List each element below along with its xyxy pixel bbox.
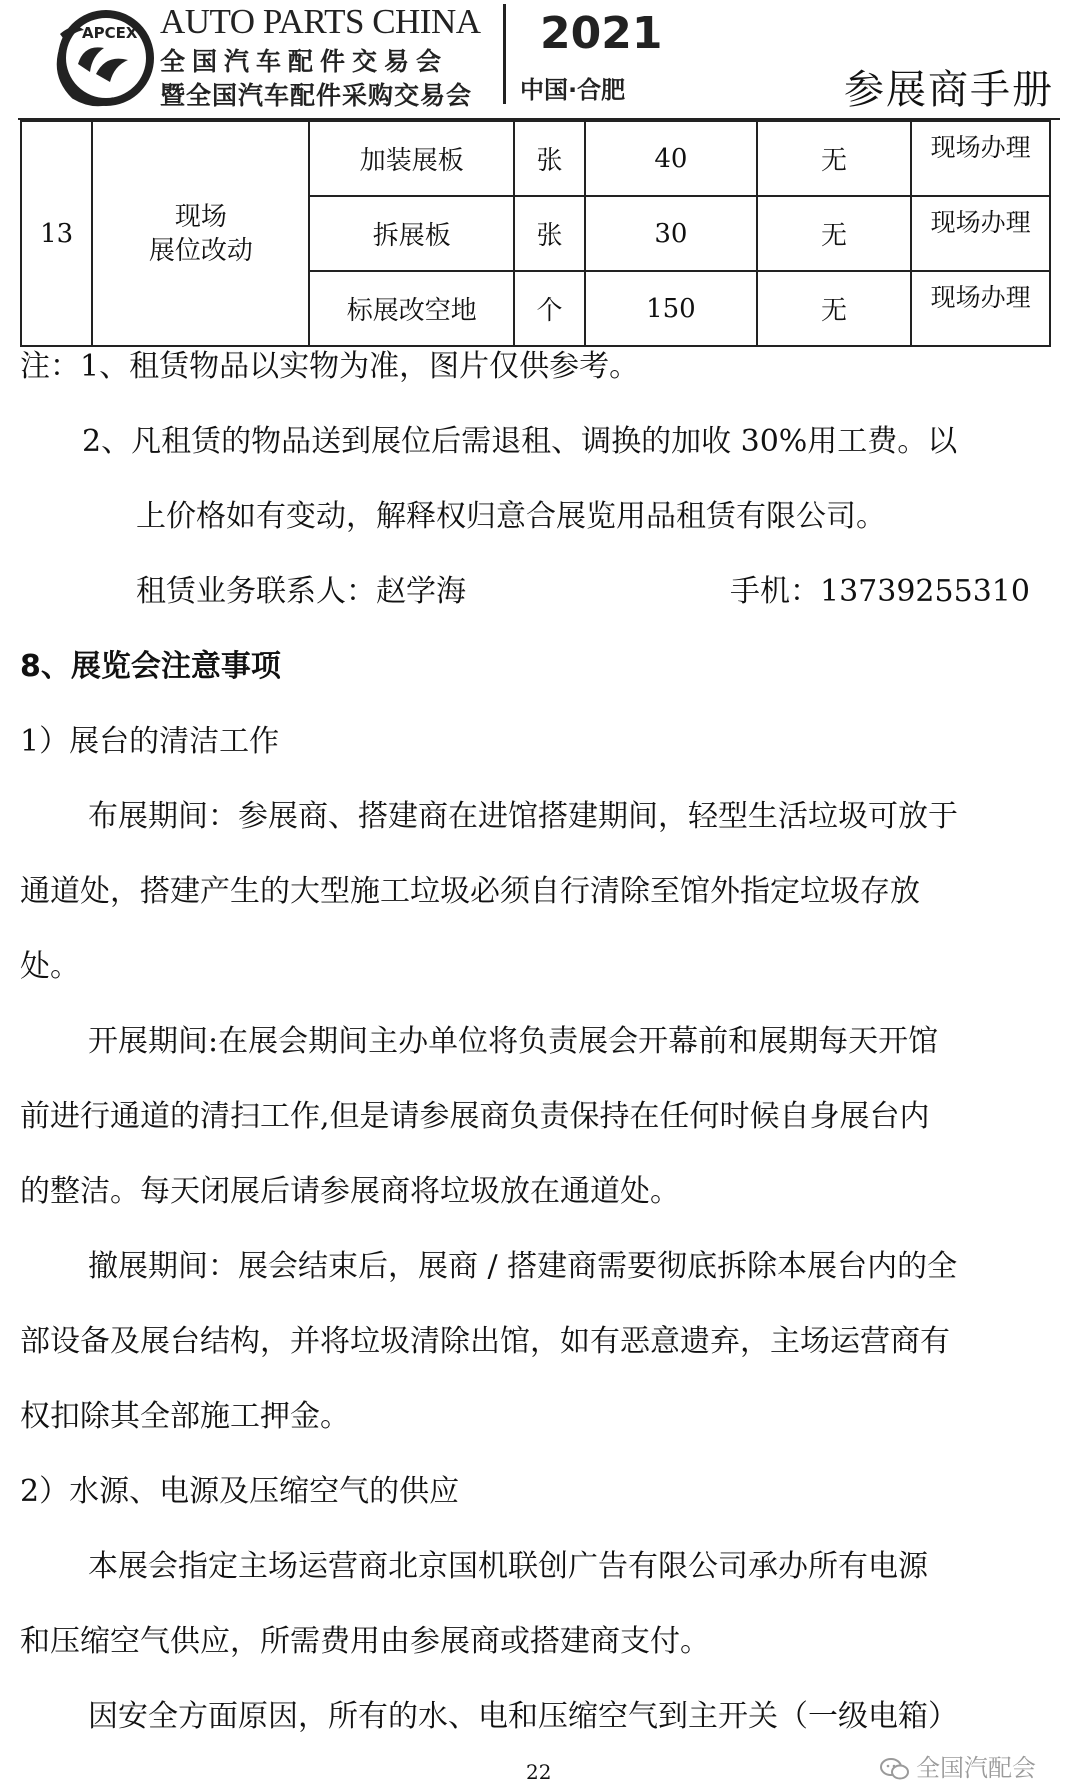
item-name: 拆展板: [309, 196, 513, 271]
paragraph-line: 处。: [20, 949, 80, 984]
subsection-title: 2）水源、电源及压缩空气的供应: [20, 1474, 460, 1509]
brand-chinese-line2: 暨全国汽车配件采购交易会: [160, 81, 473, 110]
note-1: 注：1、租赁物品以实物为准，图片仅供参考。: [20, 349, 640, 384]
brand-chinese-line1: 全国汽车配件交易会: [160, 47, 449, 76]
item-category: 现场 展位改动: [92, 121, 309, 346]
item-price: 150: [585, 271, 757, 346]
paragraph-line: 开展期间:在展会期间主办单位将负责展会开幕前和展期每天开馆: [88, 1024, 939, 1059]
paragraph-line: 通道处，搭建产生的大型施工垃圾必须自行清除至馆外指定垃圾存放: [20, 874, 920, 909]
item-deposit: 无: [757, 271, 911, 346]
contact-person: 租赁业务联系人：赵学海: [136, 574, 466, 609]
paragraph-line: 部设备及展台结构，并将垃圾清除出馆，如有恶意遗弃，主场运营商有: [20, 1324, 950, 1359]
item-unit: 张: [514, 196, 585, 271]
item-name: 标展改空地: [309, 271, 513, 346]
paragraph-line: 布展期间：参展商、搭建商在进馆搭建期间，轻型生活垃圾可放于: [88, 799, 958, 834]
contact-phone: 手机：13739255310: [730, 574, 1030, 609]
brand-english: AUTO PARTS CHINA: [160, 2, 481, 41]
row-number: 13: [21, 121, 92, 346]
event-city: 中国·合肥: [520, 76, 626, 104]
table-row: [21, 121, 1050, 196]
handbook-title: 参展商手册: [844, 67, 1054, 113]
paragraph-line: 因安全方面原因，所有的水、电和压缩空气到主开关（一级电箱）: [88, 1699, 958, 1734]
watermark-text: 全国汽配会: [916, 1754, 1036, 1782]
subsection-title: 1）展台的清洁工作: [20, 724, 280, 759]
note-2-line1: 2、凡租赁的物品送到展位后需退租、调换的加收 30%用工费。以: [82, 424, 958, 459]
page-header: [0, 0, 1080, 122]
rental-table: [20, 120, 1051, 347]
apcex-logo-icon: [44, 4, 162, 108]
item-note: 现场办理: [911, 121, 1050, 196]
item-price: 30: [585, 196, 757, 271]
svg-text:APCEX: APCEX: [82, 24, 138, 42]
paragraph-line: 和压缩空气供应，所需费用由参展商或搭建商支付。: [20, 1624, 710, 1659]
item-price: 40: [585, 121, 757, 196]
wechat-icon: [880, 1757, 910, 1781]
item-deposit: 无: [757, 196, 911, 271]
page-number: 22: [526, 1760, 552, 1784]
paragraph-line: 本展会指定主场运营商北京国机联创广告有限公司承办所有电源: [88, 1549, 928, 1584]
note-2-line2: 上价格如有变动，解释权归意合展览用品租赁有限公司。: [136, 499, 886, 534]
item-note: 现场办理: [911, 271, 1050, 346]
item-note: 现场办理: [911, 196, 1050, 271]
paragraph-line: 的整洁。每天闭展后请参展商将垃圾放在通道处。: [20, 1174, 680, 1209]
item-unit: 张: [514, 121, 585, 196]
item-name: 加装展板: [309, 121, 513, 196]
item-unit: 个: [514, 271, 585, 346]
event-year: 2021: [540, 8, 663, 59]
item-deposit: 无: [757, 121, 911, 196]
header-divider: [503, 4, 506, 104]
paragraph-line: 权扣除其全部施工押金。: [20, 1399, 350, 1434]
section-title: 8、展览会注意事项: [20, 649, 281, 684]
paragraph-line: 前进行通道的清扫工作,但是请参展商负责保持在任何时候自身展台内: [20, 1099, 930, 1134]
paragraph-line: 撤展期间：展会结束后，展商 / 搭建商需要彻底拆除本展台内的全: [88, 1249, 958, 1284]
